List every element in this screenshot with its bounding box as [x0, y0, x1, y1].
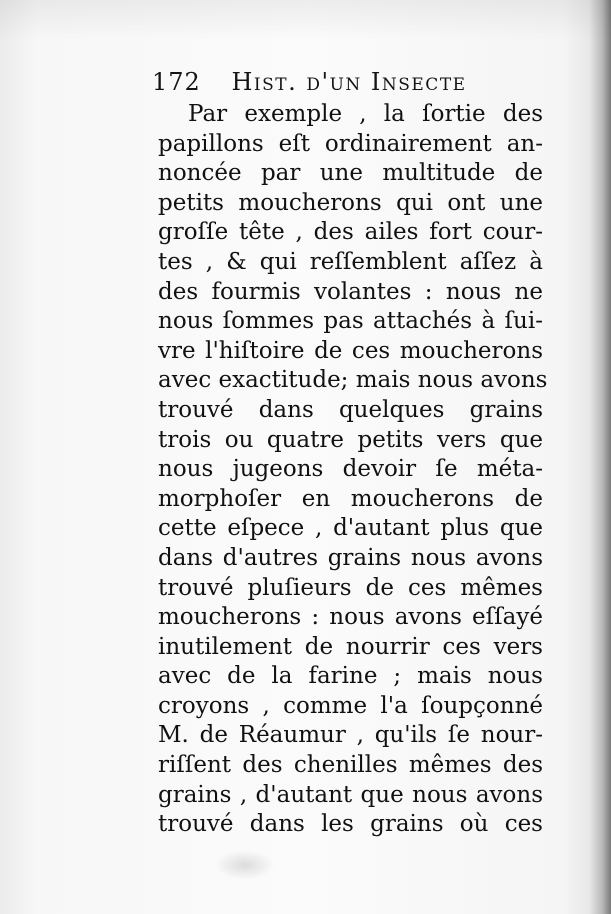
body-text — [158, 100, 548, 840]
text-line: avec de la farine ; mais nous — [158, 663, 543, 690]
text-line: M. de Réaumur , qu'ils ſe nour- — [158, 722, 543, 749]
text-line: dans d'autres grains nous avons — [158, 544, 543, 571]
text-line: trois ou quatre petits vers que — [158, 426, 543, 453]
page-number: 172 — [152, 68, 201, 96]
text-line: riſſent des chenilles mêmes des — [158, 752, 543, 779]
text-line: grains , d'autant que nous avons — [158, 781, 543, 808]
text-line: avec exactitude; mais nous avons — [158, 367, 548, 394]
text-line: moucherons : nous avons eſſayé — [158, 604, 543, 631]
text-line: croyons , comme l'a ſoupçonné — [158, 692, 543, 719]
page-top-shadow — [0, 0, 611, 40]
text-line: Par exemple , la ſortie des — [188, 101, 543, 127]
running-head: Hist. d'un Insecte — [231, 68, 467, 96]
text-line: noncée par une multitude de — [158, 160, 543, 187]
text-line: petits moucherons qui ont une — [158, 189, 543, 216]
text-line: des fourmis volantes : nous ne — [158, 278, 543, 305]
text-line: trouvé dans les grains où ces — [158, 811, 543, 838]
text-line: morphoſer en moucherons de — [158, 485, 543, 512]
text-line: nous jugeons devoir ſe méta- — [158, 456, 543, 483]
text-line: tes , & qui reſſemblent aſſez à — [158, 248, 543, 275]
text-line: inutilement de nourrir ces vers — [158, 633, 543, 660]
text-line: papillons eſt ordinairement an- — [158, 130, 543, 157]
text-line: vre l'hiſtoire de ces moucherons — [158, 337, 543, 364]
text-line: groſſe tête , des ailes fort cour- — [158, 219, 543, 246]
text-line: trouvé dans quelques grains — [158, 396, 543, 423]
page-gutter-shadow — [589, 0, 611, 914]
page-header — [152, 68, 552, 102]
text-line: cette eſpece , d'autant plus que — [158, 515, 543, 542]
text-line: trouvé pluſieurs de ces mêmes — [158, 574, 543, 601]
text-line: nous ſommes pas attachés à ſui- — [158, 308, 543, 335]
ink-bleed-mark — [215, 850, 275, 880]
